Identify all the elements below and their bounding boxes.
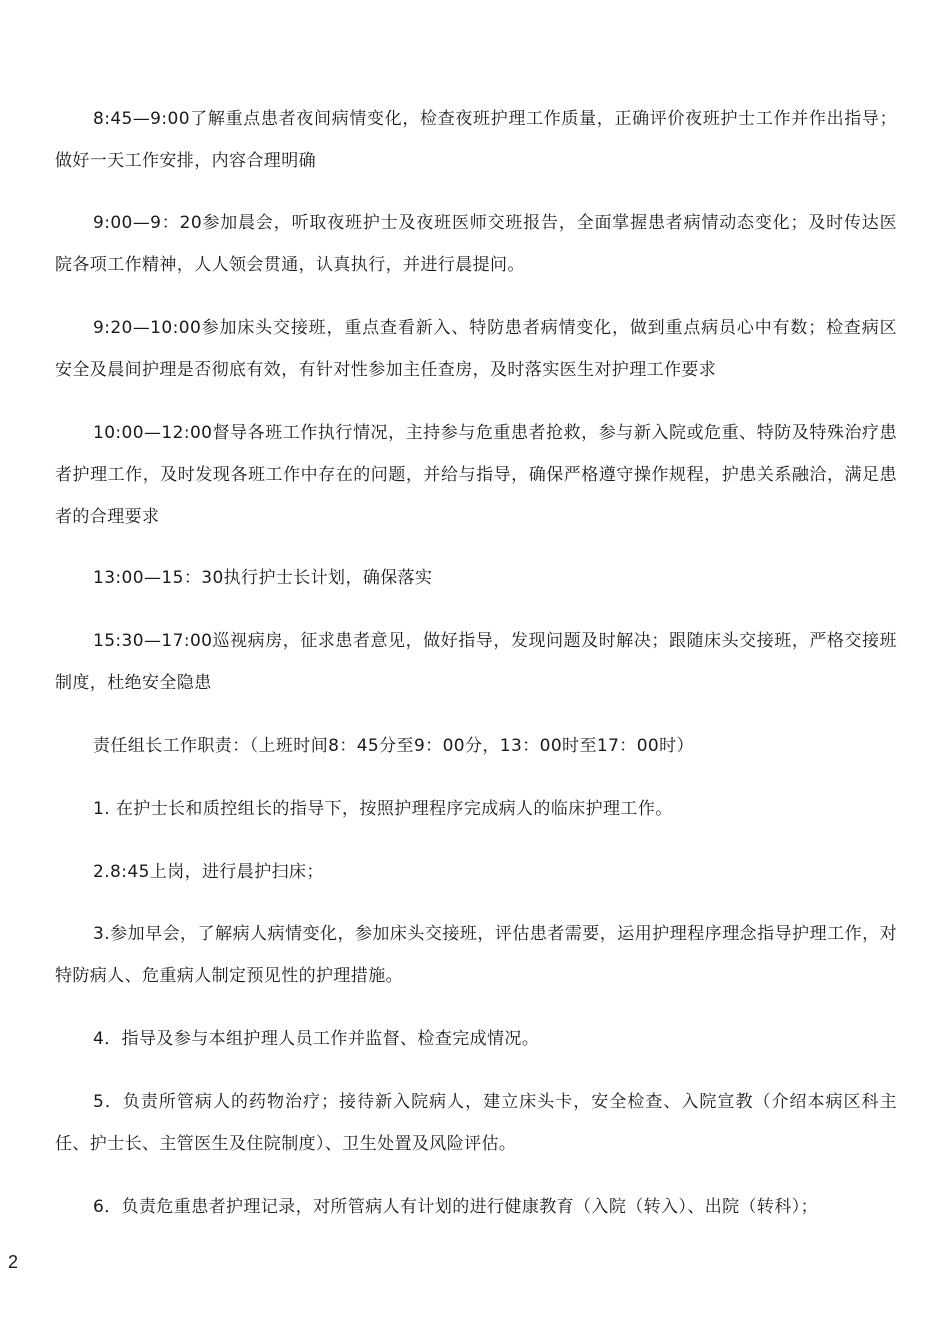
paragraph-shift-1530: 15:30—17:00巡视病房，征求患者意见，做好指导，发现问题及时解决；跟随床头交接班，严格交接班制度，杜绝安全隐患 — [55, 631, 897, 693]
duty-item-2: 2.8:45上岗，进行晨护扫床； — [93, 862, 324, 882]
paragraph-shift-0920: 9:20—10:00参加床头交接班，重点查看新入、特防患者病情变化，做到重点病员心中有数；检查病区安全及晨间护理是否彻底有效，有针对性参加主任查房，及时落实医生对护理工作要求 — [55, 318, 897, 380]
duty-item-4: 4．指导及参与本组护理人员工作并监督、检查完成情况。 — [93, 1029, 540, 1049]
duty-item-3: 3.参加早会，了解病人病情变化，参加床头交接班，评估患者需要，运用护理程序理念指导护理工作，对特防病人、危重病人制定预见性的护理措施。 — [55, 924, 897, 986]
paragraph-shift-0845: 8:45—9:00了解重点患者夜间病情变化，检查夜班护理工作质量，正确评价夜班护士工作并作出指导；做好一天工作安排，内容合理明确 — [55, 109, 897, 171]
duty-item-1: 1. 在护士长和质控组长的指导下，按照护理程序完成病人的临床护理工作。 — [93, 799, 673, 819]
section-heading-team-leader-duties: 责任组长工作职责：（上班时间8：45分至9：00分，13：00时至17：00时） — [93, 736, 694, 756]
duty-item-5: 5．负责所管病人的药物治疗；接待新入院病人，建立床头卡，安全检查、入院宣教（介绍本病区科主任、护士长、主管医生及住院制度）、卫生处置及风险评估。 — [55, 1092, 897, 1154]
paragraph-shift-0900: 9:00—9：20参加晨会，听取夜班护士及夜班医师交班报告，全面掌握患者病情动态变化；及时传达医院各项工作精神，人人领会贯通，认真执行，并进行晨提问。 — [55, 213, 897, 275]
paragraph-shift-1300: 13:00—15：30执行护士长计划，确保落实 — [93, 568, 433, 588]
paragraph-shift-1000: 10:00—12:00督导各班工作执行情况，主持参与危重患者抢救，参与新入院或危重、特防及特殊治疗患者护理工作，及时发现各班工作中存在的问题，并给与指导，确保严格遵守操作规程，护患关系融洽，满足患者的合理要求 — [55, 423, 897, 527]
duty-item-6: 6．负责危重患者护理记录，对所管病人有计划的进行健康教育（入院（转入）、出院（转科）； — [93, 1197, 819, 1217]
page-number: 2 — [8, 1252, 19, 1272]
